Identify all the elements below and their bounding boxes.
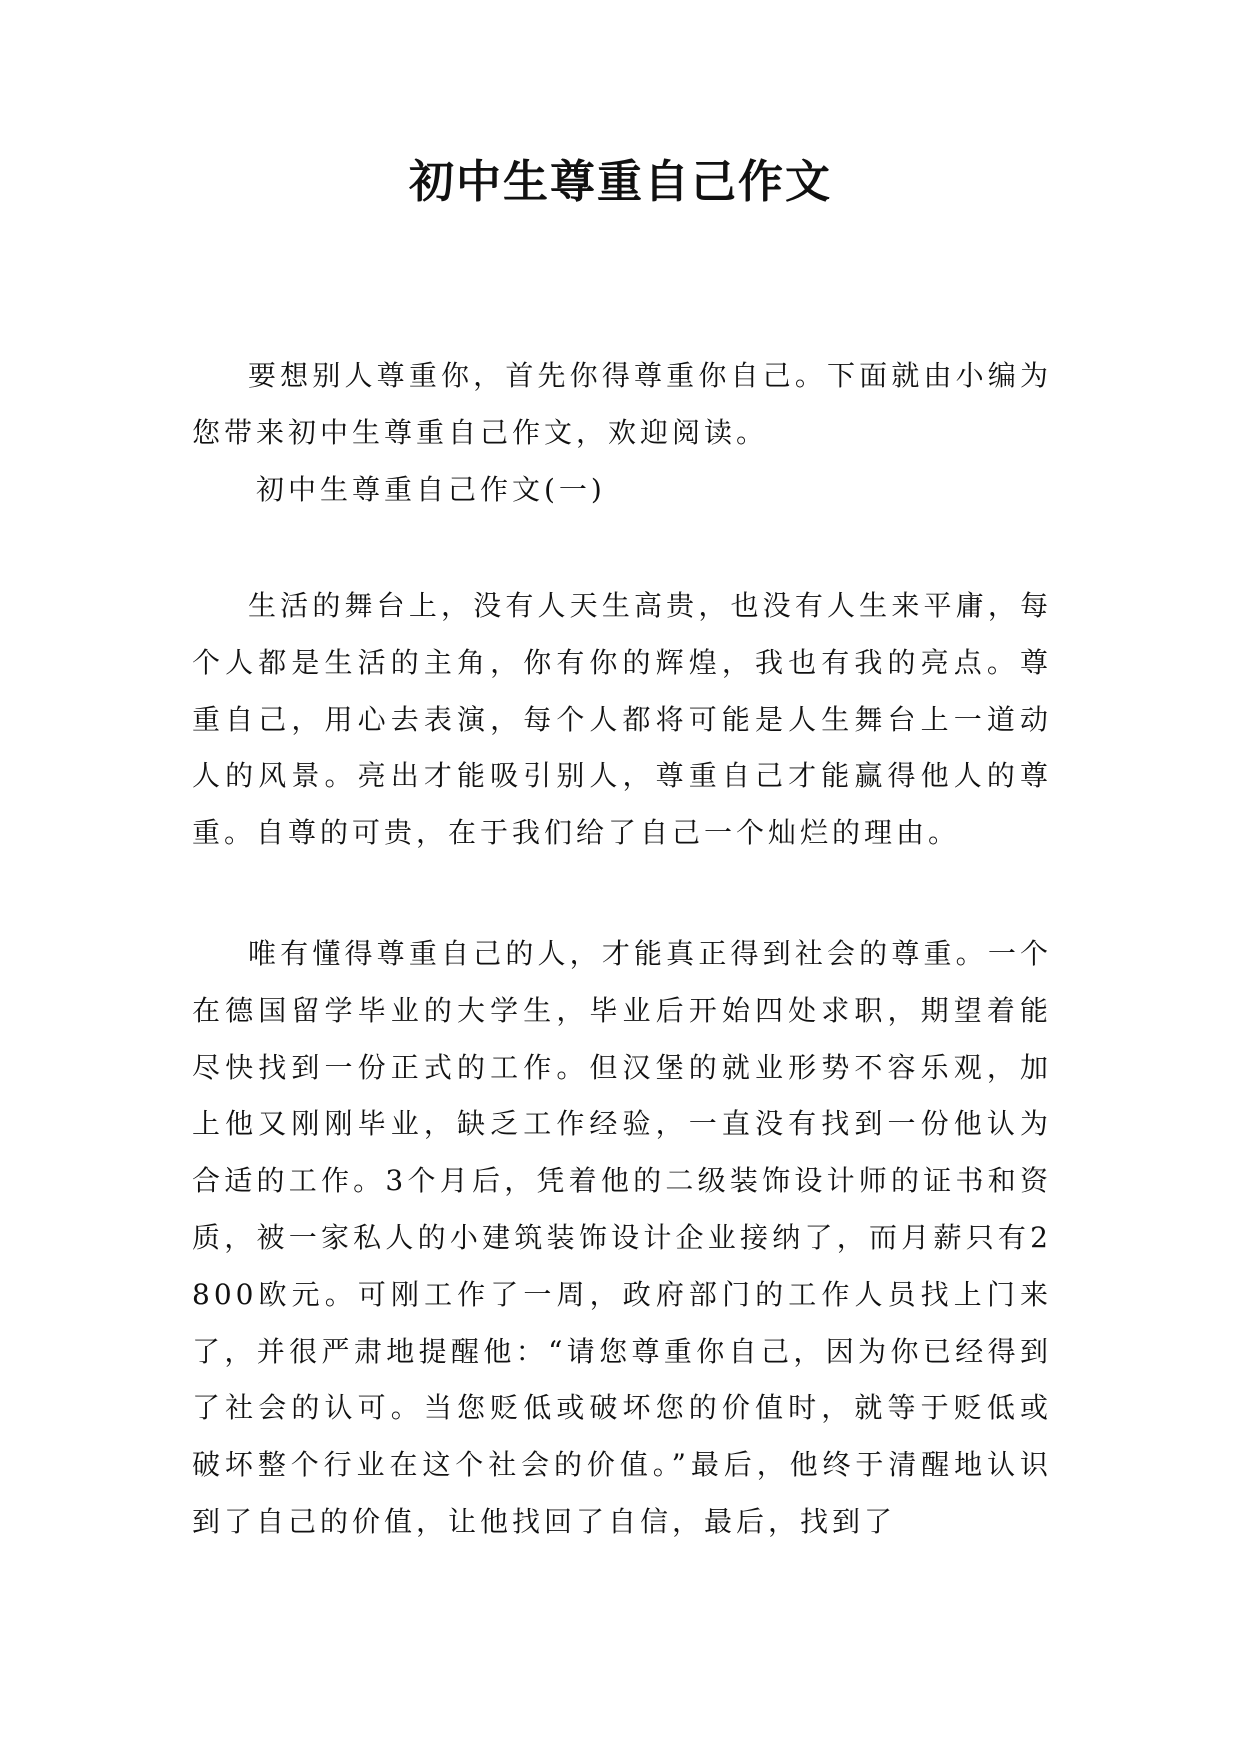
section-heading: 初中生尊重自己作文(一) <box>256 473 606 506</box>
body-paragraph: 唯有懂得尊重自己的人，才能真正得到社会的尊重。一个在德国留学毕业的大学生，毕业后开始四处求职，期望着能尽快找到一份正式的工作。但汉堡的就业形势不容乐观，加上他又刚刚毕业，缺乏工作经验，一直没有找到一份他认为合适的工作。3个月后，凭着他的二级装饰设计师的证书和资质，被一家私人的小建筑装饰设计企业接纳了，而月薪只有2800欧元。可刚工作了一周，政府部门的工作人员找上门来了，并很严肃地提醒他：“请您尊重你自己，因为你已经得到了社会的认可。当您贬低或破坏您的价值时，就等于贬低或破坏整个行业在这个社会的价值。”最后，他终于清醒地认识到了自己的价值，让他找回了自信，最后，找到了 <box>192 937 1052 1538</box>
body-paragraph: 生活的舞台上，没有人天生高贵，也没有人生来平庸，每个人都是生活的主角，你有你的辉煌，我也有我的亮点。尊重自己，用心去表演，每个人都将可能是人生舞台上一道动人的风景。亮出才能吸引别人，尊重自己才能赢得他人的尊重。自尊的可贵，在于我们给了自己一个灿烂的理由。 <box>192 589 1052 850</box>
intro-paragraph: 要想别人尊重你，首先你得尊重你自己。下面就由小编为您带来初中生尊重自己作文，欢迎阅读。 <box>192 359 1052 449</box>
document-title: 初中生尊重自己作文 <box>408 155 832 208</box>
